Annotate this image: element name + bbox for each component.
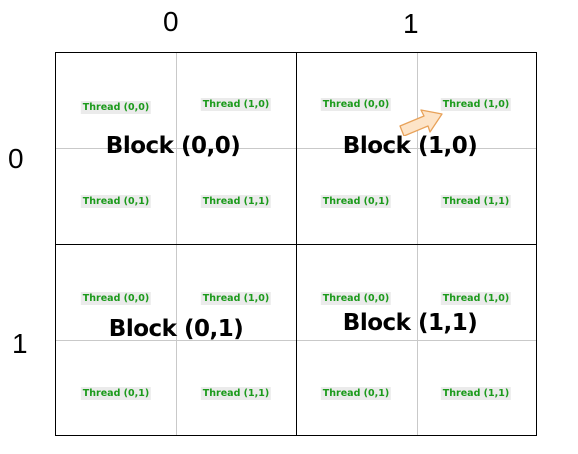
block-1-1-thread-1-0: Thread (1,0) [442, 293, 510, 304]
block-1-1-thread-0-1: Thread (0,1) [322, 388, 390, 399]
block-divider-horizontal [56, 244, 536, 245]
block-0-1-thread-1-1: Thread (1,1) [202, 388, 270, 399]
block-0-0-thread-1-1: Thread (1,1) [202, 196, 270, 207]
block-1-0-thread-0-0: Thread (0,0) [322, 99, 390, 110]
column-label-1: 1 [403, 8, 419, 39]
block-0-0-thread-1-0: Thread (1,0) [202, 99, 270, 110]
block-1-1-thread-1-1: Thread (1,1) [442, 388, 510, 399]
block-0-1-thread-0-1: Thread (0,1) [82, 388, 150, 399]
block-1-0-thread-0-1: Thread (0,1) [322, 196, 390, 207]
block-0-0-thread-0-1: Thread (0,1) [82, 196, 150, 207]
block-0-1-label: Block (0,1) [108, 316, 244, 342]
block-0-0-label: Block (0,0) [105, 133, 241, 159]
block-1-0-label: Block (1,0) [342, 133, 478, 159]
block-1-0-thread-1-1: Thread (1,1) [442, 196, 510, 207]
pointer-arrow-icon [398, 106, 446, 136]
block-1-1-label: Block (1,1) [342, 310, 478, 336]
block-1-0-thread-1-0: Thread (1,0) [442, 99, 510, 110]
block-0-1-thread-1-0: Thread (1,0) [202, 293, 270, 304]
row-label-1: 1 [12, 328, 28, 359]
block-1-1-thread-0-0: Thread (0,0) [322, 293, 390, 304]
block-grid [55, 52, 537, 436]
row-label-0: 0 [8, 143, 24, 174]
block-0-1-thread-0-0: Thread (0,0) [82, 293, 150, 304]
block-0-0-thread-0-0: Thread (0,0) [82, 102, 150, 113]
column-label-0: 0 [163, 6, 179, 37]
